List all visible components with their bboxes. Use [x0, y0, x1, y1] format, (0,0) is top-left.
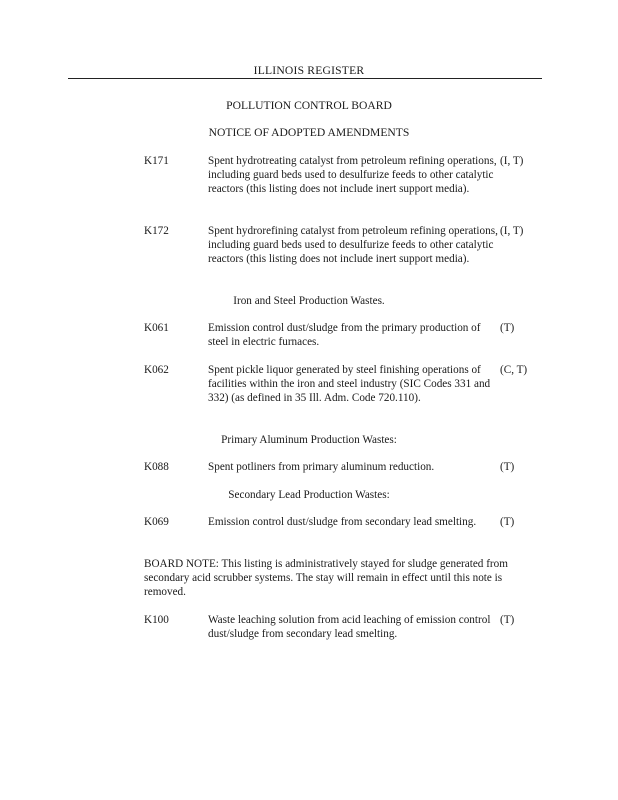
board-title: POLLUTION CONTROL BOARD — [226, 99, 392, 112]
waste-code: K172 — [144, 225, 169, 237]
waste-code: K171 — [144, 155, 169, 167]
waste-code: K100 — [144, 614, 169, 626]
waste-description: Waste leaching solution from acid leaching of emission control dust/sludge from secondary lead smelting. — [208, 614, 491, 640]
waste-code: K062 — [144, 364, 169, 376]
hazard-code: (T) — [500, 516, 515, 528]
subheading-primary-aluminum: Primary Aluminum Production Wastes: — [221, 434, 397, 446]
waste-description: Spent hydrotreating catalyst from petroleum refining operations, including guard beds used to desulfurize feeds to other catalytic reactors (this listing does not include inert support media). — [208, 155, 497, 195]
waste-code: K069 — [144, 516, 169, 528]
hazard-code: (T) — [500, 614, 515, 626]
register-title: ILLINOIS REGISTER — [253, 64, 365, 77]
notice-title: NOTICE OF ADOPTED AMENDMENTS — [208, 126, 410, 139]
hazard-code: (I, T) — [500, 155, 524, 167]
hazard-code: (I, T) — [500, 225, 524, 237]
waste-code: K088 — [144, 461, 169, 473]
waste-description: Spent potliners from primary aluminum reduction. — [208, 461, 435, 473]
header-rule — [68, 78, 542, 79]
hazard-code: (T) — [500, 461, 515, 473]
hazard-code: (T) — [500, 322, 515, 334]
waste-description: Spent hydrorefining catalyst from petroleum refining operations, including guard beds used to desulfurize feeds to other catalytic reactors (this listing does not include inert support media). — [208, 225, 498, 265]
waste-description: Emission control dust/sludge from secondary lead smelting. — [208, 516, 477, 528]
waste-code: K061 — [144, 322, 169, 334]
waste-description: Emission control dust/sludge from the primary production of steel in electric furnaces. — [208, 322, 481, 348]
hazard-code: (C, T) — [500, 364, 528, 376]
subheading-iron-steel: Iron and Steel Production Wastes. — [233, 295, 385, 307]
board-note: BOARD NOTE: This listing is administratively stayed for sludge generated from secondary acid scrubber systems. The stay will remain in effect until this note is removed. — [144, 558, 508, 598]
subheading-secondary-lead: Secondary Lead Production Wastes: — [228, 489, 390, 501]
waste-description: Spent pickle liquor generated by steel finishing operations of facilities within the iron and steel industry (SIC Codes 331 and 332) (as defined in 35 Ill. Adm. Code 720.110). — [208, 364, 491, 404]
